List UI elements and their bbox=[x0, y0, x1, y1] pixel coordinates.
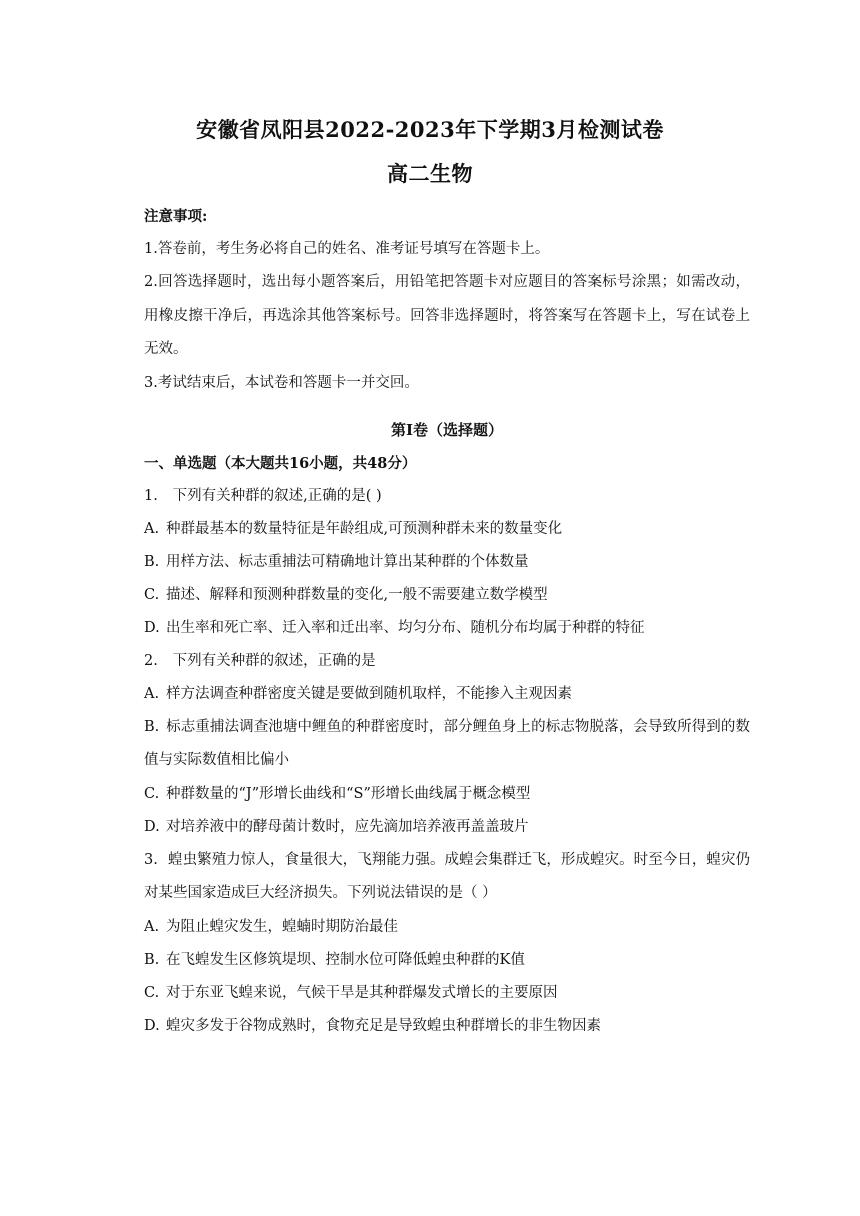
option-2c bbox=[144, 778, 750, 811]
exam-title: 安徽省凤阳县2022-2023年下学期3月检测试卷 bbox=[196, 117, 664, 142]
option-3b bbox=[144, 944, 750, 977]
option-label: B. bbox=[144, 718, 160, 735]
question-1 bbox=[144, 480, 750, 513]
option-text: 种群最基本的数量特征是年龄组成,可预测种群未来的数量变化 bbox=[166, 520, 563, 537]
question-number: 3. bbox=[144, 851, 158, 868]
option-label: C. bbox=[144, 586, 160, 603]
option-3c bbox=[144, 977, 750, 1010]
option-label: A. bbox=[144, 918, 160, 935]
exam-subject: 高二生物 bbox=[387, 161, 473, 186]
notice-item-1: 1.答卷前，考生务必将自己的姓名、准考证号填写在答题卡上。 bbox=[144, 241, 550, 257]
option-2b bbox=[144, 711, 750, 778]
option-text: 蝗灾多发于谷物成熟时，食物充足是导致蝗虫种群增长的非生物因素 bbox=[166, 1017, 601, 1034]
option-2a bbox=[144, 678, 750, 711]
option-2d bbox=[144, 811, 750, 844]
option-text: 为阻止蝗灾发生，蝗蝻时期防治最佳 bbox=[166, 918, 398, 935]
question-stem: 蝗虫繁殖力惊人，食量很大，飞翔能力强。成蝗会集群迁飞，形成蝗灾。时至今日，蝗灾仍对某些国家造成巨大经济损失。下列说法错误的是（ ） bbox=[144, 851, 750, 901]
notice-item-2: 2.回答选择题时，选出每小题答案后，用铅笔把答题卡对应题目的答案标号涂黑；如需改动，用橡皮擦干净后，再选涂其他答案标号。回答非选择题时，将答案写在答题卡上，写在试卷上无效。 bbox=[144, 274, 750, 357]
option-1d bbox=[144, 612, 750, 645]
option-text: 对培养液中的酵母菌计数时，应先滴加培养液再盖盖玻片 bbox=[166, 818, 529, 835]
question-stem: 下列有关种群的叙述,正确的是( ) bbox=[172, 487, 382, 504]
option-text: 种群数量的“J”形增长曲线和“S”形增长曲线属于概念模型 bbox=[166, 785, 531, 802]
option-text: 描述、解释和预测种群数量的变化,一般不需要建立数学模型 bbox=[166, 586, 548, 603]
option-1c bbox=[144, 579, 750, 612]
option-text: 标志重捕法调查池塘中鲤鱼的种群密度时，部分鲤鱼身上的标志物脱落，会导致所得到的数值与实际数值相比偏小 bbox=[144, 718, 750, 768]
option-label: D. bbox=[144, 619, 160, 636]
part-title: 第I卷（选择题） bbox=[390, 420, 504, 439]
exam-body bbox=[144, 200, 750, 1043]
option-text: 出生率和死亡率、迁入率和迁出率、均匀分布、随机分布均属于种群的特征 bbox=[166, 619, 645, 636]
option-text: 在飞蝗发生区修筑堤坝、控制水位可降低蝗虫种群的K值 bbox=[166, 951, 525, 968]
option-3a bbox=[144, 911, 750, 944]
option-1a bbox=[144, 513, 750, 546]
option-3d bbox=[144, 1010, 750, 1043]
option-text: 用样方法、标志重捕法可精确地计算出某种群的个体数量 bbox=[166, 553, 529, 570]
option-label: B. bbox=[144, 951, 160, 968]
option-label: B. bbox=[144, 553, 160, 570]
question-number: 2. bbox=[144, 652, 158, 669]
option-label: C. bbox=[144, 785, 160, 802]
question-3 bbox=[144, 844, 750, 911]
section-heading: 一、单选题（本大题共16小题，共48分） bbox=[144, 454, 417, 472]
question-stem: 下列有关种群的叙述，正确的是 bbox=[172, 652, 376, 669]
notice-item-3: 3.考试结束后，本试卷和答题卡一并交回。 bbox=[144, 374, 419, 391]
question-number: 1. bbox=[144, 487, 158, 504]
question-2 bbox=[144, 645, 750, 678]
option-text: 样方法调查种群密度关键是要做到随机取样，不能掺入主观因素 bbox=[166, 685, 572, 702]
option-label: C. bbox=[144, 984, 160, 1001]
option-1b bbox=[144, 546, 750, 579]
option-text: 对于东亚飞蝗来说，气候干旱是其种群爆发式增长的主要原因 bbox=[166, 984, 558, 1001]
option-label: D. bbox=[144, 1017, 160, 1034]
option-label: D. bbox=[144, 818, 160, 835]
option-label: A. bbox=[144, 520, 160, 537]
option-label: A. bbox=[144, 685, 160, 702]
notice-heading: 注意事项: bbox=[144, 208, 208, 225]
